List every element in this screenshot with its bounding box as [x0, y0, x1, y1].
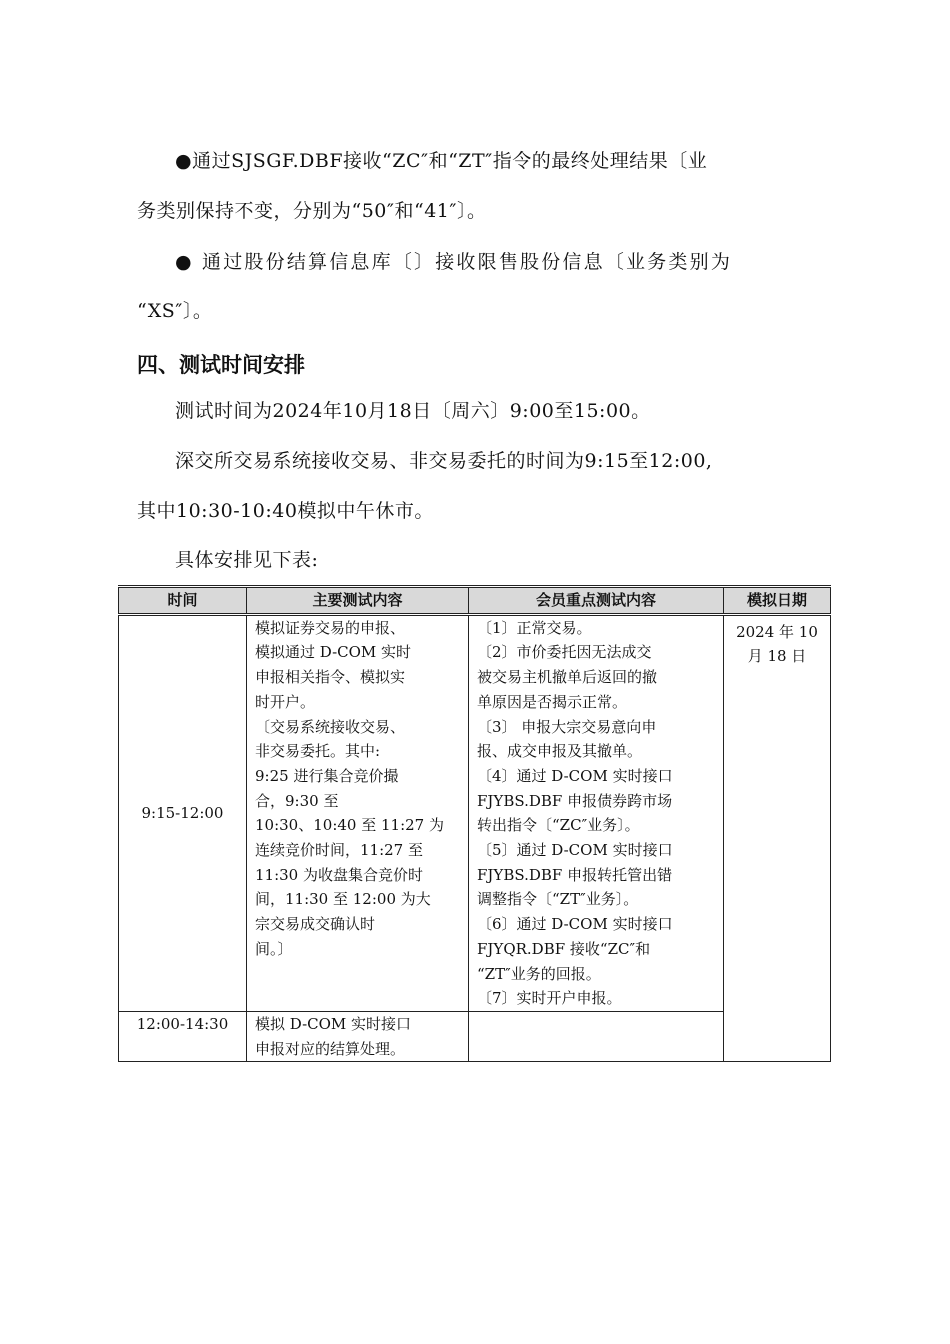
cell-line: 合，9:30 至	[255, 791, 339, 810]
cell-line: 转出指令〔“ZC″业务〕。	[477, 816, 640, 835]
cell-line: 被交易主机撤单后返回的撤	[477, 668, 658, 687]
row2-main-content	[247, 1011, 469, 1061]
schedule-table	[118, 585, 831, 1062]
cell-line: 11:30 为收盘集合竞价时	[255, 865, 423, 884]
sim-date-value: 2024 年 10 月 18 日	[736, 622, 818, 666]
section-heading: 四、测试时间安排	[137, 353, 305, 377]
cell-line: 〔5〕通过 D-COM 实时接口	[477, 841, 673, 860]
trading-time-line1: 深交所交易系统接收交易、非交易委托的时间为9:15至12:00,	[175, 450, 713, 472]
sim-date-cell	[724, 614, 831, 1062]
cell-line: 〔交易系统接收交易、	[255, 717, 406, 736]
cell-line: 调整指令〔“ZT″业务〕。	[477, 890, 639, 909]
cell-line: 时开户。	[255, 692, 316, 711]
row1-main-content	[247, 614, 469, 1011]
cell-line: 连续竞价时间，11:27 至	[255, 841, 423, 860]
cell-line: 〔6〕通过 D-COM 实时接口	[477, 915, 673, 934]
row2-time: 12:00-14:30	[119, 1011, 247, 1061]
cell-line: FJYQR.DBF 接收“ZC″和	[477, 939, 651, 958]
cell-line: 报、成交申报及其撤单。	[477, 742, 643, 761]
cell-line: 〔7〕实时开户申报。	[477, 989, 622, 1008]
table-row	[119, 614, 831, 1011]
cell-line: 模拟证券交易的申报、	[255, 618, 406, 637]
cell-line: 间，11:30 至 12:00 为大	[255, 890, 431, 909]
cell-line: 宗交易成交确认时	[255, 915, 376, 934]
cell-line: 模拟 D-COM 实时接口	[255, 1014, 412, 1033]
cell-line: “ZT″业务的回报。	[477, 964, 601, 983]
cell-line: 〔1〕正常交易。	[477, 618, 592, 637]
cell-line: FJYBS.DBF 申报转托管出错	[477, 865, 673, 884]
bullet2-line1: ● 通过股份结算信息库〔〕接收限售股份信息〔业务类别为	[175, 251, 733, 273]
cell-line: 10:30、10:40 至 11:27 为	[255, 816, 444, 835]
cell-line: 〔3〕 申报大宗交易意向申	[477, 717, 657, 736]
header-sim-date: 模拟日期	[724, 587, 831, 615]
cell-line: 9:25 进行集合竞价撮	[255, 766, 399, 785]
row1-time: 9:15-12:00	[119, 614, 247, 1011]
test-time-paragraph: 测试时间为2024年10月18日〔周六〕9:00至15:00。	[175, 400, 651, 422]
header-time: 时间	[119, 587, 247, 615]
bullet2-line2: “XS″〕。	[137, 300, 213, 322]
cell-line: 〔4〕通过 D-COM 实时接口	[477, 766, 673, 785]
cell-line: 非交易委托。其中:	[255, 742, 381, 761]
cell-line: FJYBS.DBF 申报债券跨市场	[477, 791, 673, 810]
trading-time-line2: 其中10:30-10:40模拟中午休市。	[137, 500, 434, 522]
cell-line: 申报对应的结算处理。	[255, 1039, 406, 1058]
table-intro: 具体安排见下表:	[175, 549, 319, 571]
row1-member-focus	[469, 614, 724, 1011]
bullet1-line2: 务类别保持不变，分别为“50″和“41″〕。	[137, 200, 487, 222]
cell-line: 〔2〕市价委托因无法成交	[477, 643, 652, 662]
row2-member-focus	[469, 1011, 724, 1061]
cell-line: 模拟通过 D-COM 实时	[255, 643, 412, 662]
header-main-content: 主要测试内容	[247, 587, 469, 615]
header-member-focus: 会员重点测试内容	[469, 587, 724, 615]
cell-line: 申报相关指令、模拟实	[255, 668, 406, 687]
bullet1-line1: ●通过SJSGF.DBF接收“ZC″和“ZT″指令的最终处理结果〔业	[175, 150, 708, 172]
cell-line: 间。〕	[255, 939, 293, 958]
table-header-row	[119, 587, 831, 615]
cell-line: 单原因是否揭示正常。	[477, 692, 628, 711]
